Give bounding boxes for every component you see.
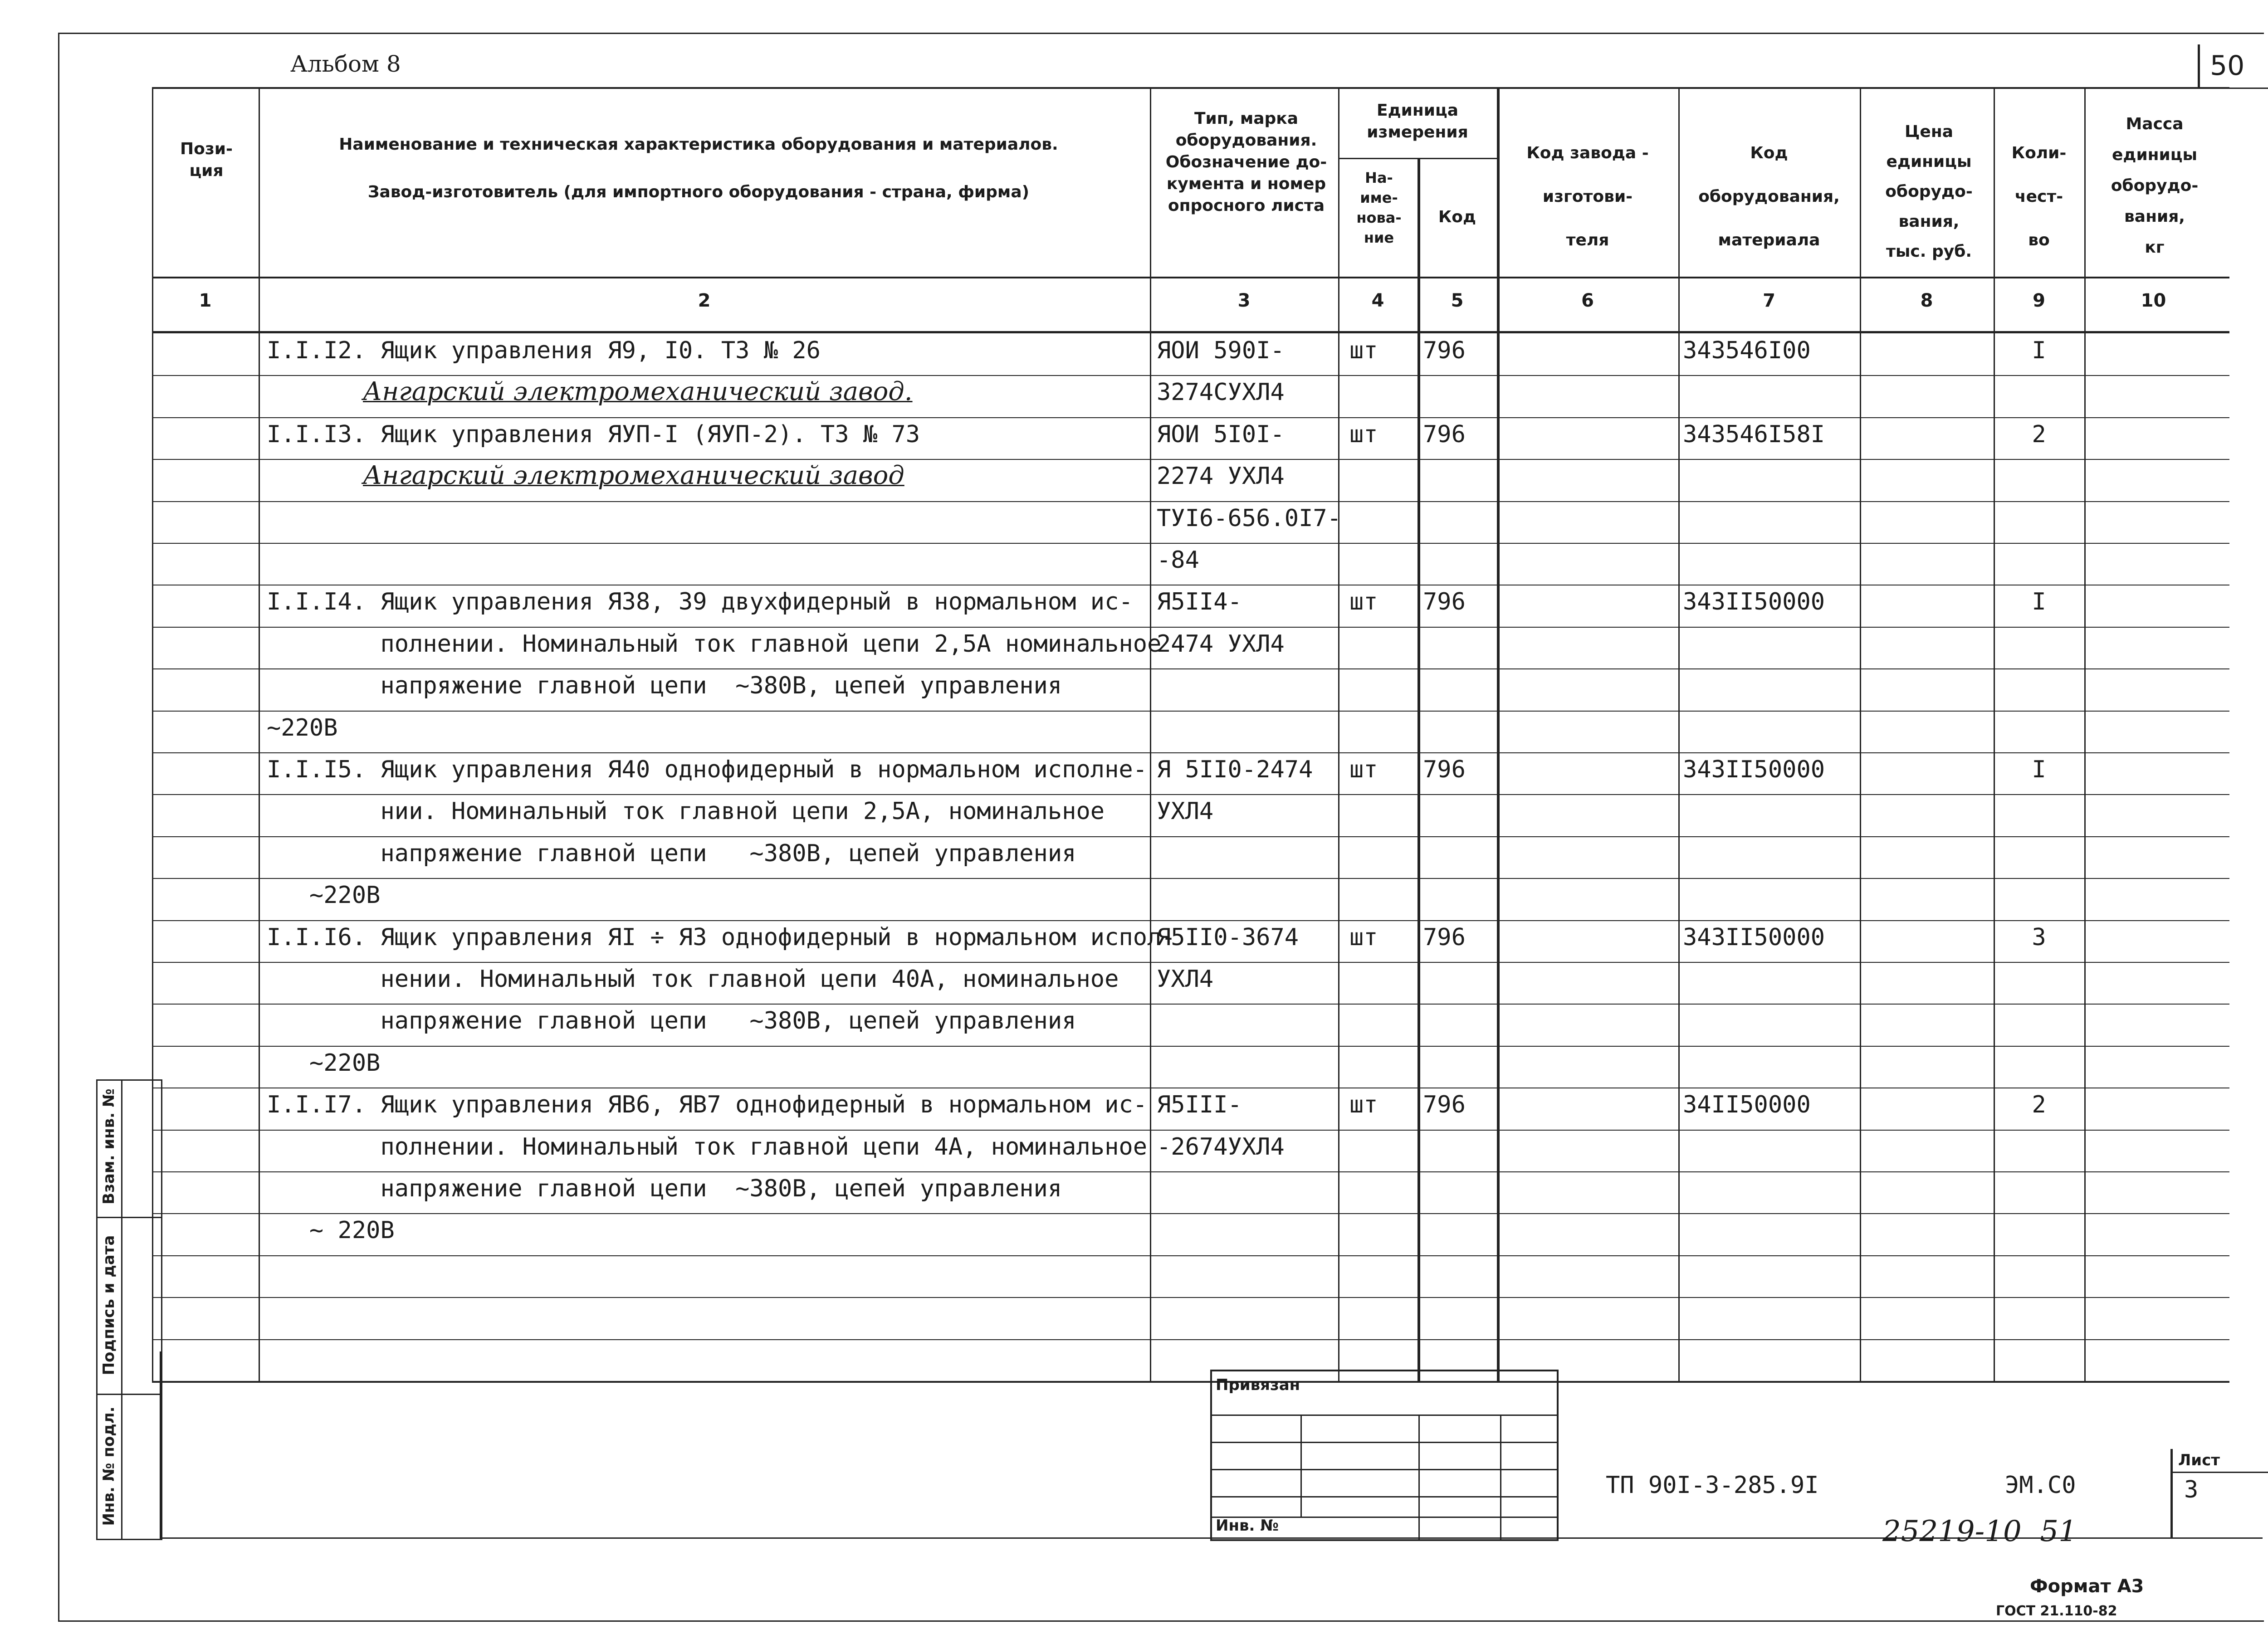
header-quantity: Коли- чест- во bbox=[2011, 144, 2067, 249]
grid-vline bbox=[2084, 87, 2086, 1381]
row-equipment-code: 34II50000 bbox=[1683, 1091, 1811, 1118]
row-unit-code: 796 bbox=[1423, 1091, 1466, 1118]
row-unit-code: 796 bbox=[1423, 588, 1466, 615]
row-type-mark: УХЛ4 bbox=[1157, 966, 1214, 993]
row-manufacturer: Ангарский электромеханический завод. bbox=[363, 377, 913, 406]
grid-hline bbox=[152, 1339, 2229, 1340]
grid-hline bbox=[152, 277, 2229, 278]
sheet-number: 50 bbox=[2210, 50, 2245, 82]
row-equipment-code: 343II50000 bbox=[1683, 588, 1825, 615]
row-unit-code: 796 bbox=[1423, 421, 1466, 448]
row-equipment-code: 343II50000 bbox=[1683, 756, 1825, 783]
row-quantity: 3 bbox=[2032, 924, 2046, 951]
grid-hline bbox=[152, 794, 2229, 795]
row-description: I.I.I4. Ящик управления Я38, 39 двухфидерный в нормальном ис- bbox=[267, 588, 1133, 615]
title-block-left bbox=[160, 1351, 161, 1538]
format-label: Формат А3 bbox=[2030, 1576, 2144, 1597]
header-price: Цена единицы оборудо- вания, тыс. руб. bbox=[1885, 122, 1973, 261]
row-type-mark: -2674УХЛ4 bbox=[1157, 1133, 1285, 1161]
row-description: полнении. Номинальный ток главной цепи 2,5А номинальное bbox=[267, 630, 1162, 658]
row-type-mark: 2474 УХЛ4 bbox=[1157, 630, 1285, 658]
header-unit-name: На- име- нова- ние bbox=[1356, 169, 1402, 246]
grid-hline bbox=[152, 1004, 2229, 1005]
grid-hline bbox=[152, 627, 2229, 628]
header-manufacturer: Завод-изготовитель (для импортного оборудования - страна, фирма) bbox=[367, 183, 1030, 201]
row-type-mark: ЯОИ 590I- bbox=[1157, 337, 1285, 364]
row-unit-name: шт bbox=[1349, 588, 1378, 615]
row-equipment-code: 343546I00 bbox=[1683, 337, 1811, 364]
document-code: ТП 90I-3-285.9I bbox=[1606, 1472, 1819, 1499]
grid-hline bbox=[152, 1381, 2229, 1383]
grid-hline bbox=[152, 87, 2229, 89]
column-number-5: 5 bbox=[1451, 290, 1464, 311]
column-number-10: 10 bbox=[2141, 290, 2166, 311]
bottom-number: 25219-10 51 bbox=[1882, 1515, 2077, 1548]
row-description: I.I.I7. Ящик управления ЯВ6, ЯВ7 однофидерный в нормальном ис- bbox=[267, 1091, 1148, 1118]
grid-hline bbox=[152, 1255, 2229, 1256]
row-description: I.I.I5. Ящик управления Я40 однофидерный в нормальном исполне- bbox=[267, 756, 1148, 783]
row-description: напряжение главной цепи ~380В, цепей управления bbox=[267, 672, 1062, 699]
column-number-3: 3 bbox=[1237, 290, 1251, 311]
row-description: I.I.I3. Ящик управления ЯУП-I (ЯУП-2). ТЗ № 73 bbox=[267, 421, 920, 448]
row-description: I.I.I6. Ящик управления ЯI ÷ Я3 однофидерный в нормальном испол- bbox=[267, 924, 1176, 951]
grid-hline bbox=[152, 878, 2229, 879]
grid-vline bbox=[1497, 87, 1500, 1381]
row-type-mark: УХЛ4 bbox=[1157, 798, 1214, 825]
column-number-2: 2 bbox=[698, 290, 711, 311]
grid-hline bbox=[152, 1046, 2229, 1047]
row-quantity: I bbox=[2032, 756, 2046, 783]
column-number-1: 1 bbox=[199, 290, 212, 311]
grid-vline bbox=[1418, 158, 1420, 1381]
row-unit-name: шт bbox=[1349, 337, 1378, 364]
row-description: ~220В bbox=[267, 1049, 381, 1077]
row-description: напряжение главной цепи ~380В, цепей управления bbox=[267, 840, 1076, 867]
row-description: полнении. Номинальный ток главной цепи 4А, номинальное bbox=[267, 1133, 1148, 1161]
grid-hline bbox=[152, 711, 2229, 712]
album-label: Альбом 8 bbox=[290, 51, 401, 77]
sidebar-inv-label: Инв. № подл. bbox=[100, 1406, 118, 1526]
list-label: Лист bbox=[2178, 1451, 2220, 1469]
gost-label: ГОСТ 21.110-82 bbox=[1996, 1603, 2117, 1619]
row-description: ~220В bbox=[267, 882, 381, 909]
row-type-mark: -84 bbox=[1157, 546, 1199, 574]
sheet-number-box bbox=[2198, 44, 2268, 89]
binding-label: Привязан bbox=[1216, 1376, 1300, 1394]
grid-hline bbox=[152, 668, 2229, 669]
document-mark: ЭМ.С0 bbox=[2005, 1472, 2076, 1499]
grid-vline bbox=[1678, 87, 1680, 1381]
row-unit-code: 796 bbox=[1423, 924, 1466, 951]
row-quantity: I bbox=[2032, 588, 2046, 615]
grid-hline bbox=[152, 1171, 2229, 1172]
row-description: I.I.I2. Ящик управления Я9, I0. ТЗ № 26 bbox=[267, 337, 821, 364]
row-type-mark: Я5III- bbox=[1157, 1091, 1242, 1118]
header-type-mark: Тип, марка оборудования. Обозначение до- кумента и номер опросного листа bbox=[1165, 109, 1327, 215]
row-unit-name: шт bbox=[1349, 1091, 1378, 1118]
list-box bbox=[2170, 1449, 2268, 1537]
row-description: ~ 220В bbox=[267, 1217, 395, 1244]
row-quantity: I bbox=[2032, 337, 2046, 364]
grid-vline bbox=[1994, 87, 1995, 1381]
grid-hline bbox=[152, 1130, 2229, 1131]
row-type-mark: ЯОИ 5I0I- bbox=[1157, 421, 1285, 448]
grid-hline bbox=[152, 920, 2229, 921]
row-equipment-code: 343546I58I bbox=[1683, 421, 1825, 448]
header-name: Наименование и техническая характеристика оборудования и материалов. bbox=[339, 135, 1058, 154]
grid-hline bbox=[152, 375, 2229, 376]
column-number-8: 8 bbox=[1920, 290, 1933, 311]
grid-hline bbox=[152, 417, 2229, 418]
row-quantity: 2 bbox=[2032, 1091, 2046, 1118]
grid-vline bbox=[259, 87, 260, 1381]
row-unit-name: шт bbox=[1349, 756, 1378, 783]
grid-hline bbox=[152, 1297, 2229, 1298]
grid-hline bbox=[152, 752, 2229, 753]
grid-vline bbox=[1150, 87, 1151, 1381]
header-unit: Единица измерения bbox=[1367, 101, 1468, 141]
row-type-mark: 3274СУХЛ4 bbox=[1157, 379, 1285, 406]
grid-vline bbox=[1338, 87, 1339, 1381]
row-description: напряжение главной цепи ~380В, цепей управления bbox=[267, 1007, 1076, 1034]
row-description: напряжение главной цепи ~380В, цепей управления bbox=[267, 1175, 1062, 1202]
grid-hline bbox=[152, 331, 2229, 333]
grid-hline bbox=[152, 501, 2229, 502]
header-position: Пози- ция bbox=[180, 140, 233, 180]
row-unit-code: 796 bbox=[1423, 756, 1466, 783]
binding-stamp bbox=[1210, 1370, 1559, 1541]
grid-hline bbox=[152, 962, 2229, 963]
row-description: нии. Номинальный ток главной цепи 2,5А, номинальное bbox=[267, 798, 1105, 825]
row-description: ~220В bbox=[267, 714, 338, 741]
row-type-mark: Я 5II0-2474 bbox=[1157, 756, 1313, 783]
row-type-mark: Я5II0-3674 bbox=[1157, 924, 1299, 951]
row-equipment-code: 343II50000 bbox=[1683, 924, 1825, 951]
header-equipment-code: Код оборудования, материала bbox=[1698, 144, 1840, 249]
header-manufacturer-code: Код завода - изготови- теля bbox=[1526, 144, 1649, 249]
row-manufacturer: Ангарский электромеханический завод bbox=[363, 461, 904, 490]
row-unit-name: шт bbox=[1349, 421, 1378, 448]
row-type-mark: Я5II4- bbox=[1157, 588, 1242, 615]
row-type-mark: ТУI6-656.0I7- bbox=[1157, 505, 1341, 532]
row-unit-name: шт bbox=[1349, 924, 1378, 951]
column-number-7: 7 bbox=[1763, 290, 1775, 311]
grid-hline bbox=[152, 543, 2229, 544]
column-number-9: 9 bbox=[2033, 290, 2045, 311]
grid-hline bbox=[152, 1213, 2229, 1214]
grid-hline bbox=[152, 836, 2229, 837]
inv-number-label: Инв. № bbox=[1216, 1517, 1279, 1535]
column-number-6: 6 bbox=[1581, 290, 1594, 311]
column-number-4: 4 bbox=[1371, 290, 1384, 311]
header-mass: Масса единицы оборудо- вания, кг bbox=[2111, 115, 2199, 257]
row-description: нении. Номинальный ток главной цепи 40А, номинальное bbox=[267, 966, 1119, 993]
sidebar-vzam-label: Взам. инв. № bbox=[100, 1088, 118, 1205]
grid-vline bbox=[1860, 87, 1861, 1381]
grid-hline bbox=[152, 459, 2229, 460]
row-type-mark: 2274 УХЛ4 bbox=[1157, 463, 1285, 490]
header-unit-code: Код bbox=[1438, 208, 1476, 226]
page-frame bbox=[58, 33, 2264, 1622]
row-quantity: 2 bbox=[2032, 421, 2046, 448]
sidebar-stamp bbox=[96, 1079, 162, 1540]
list-number: 3 bbox=[2184, 1476, 2199, 1503]
row-unit-code: 796 bbox=[1423, 337, 1466, 364]
sidebar-signature-label: Подпись и дата bbox=[100, 1235, 118, 1375]
